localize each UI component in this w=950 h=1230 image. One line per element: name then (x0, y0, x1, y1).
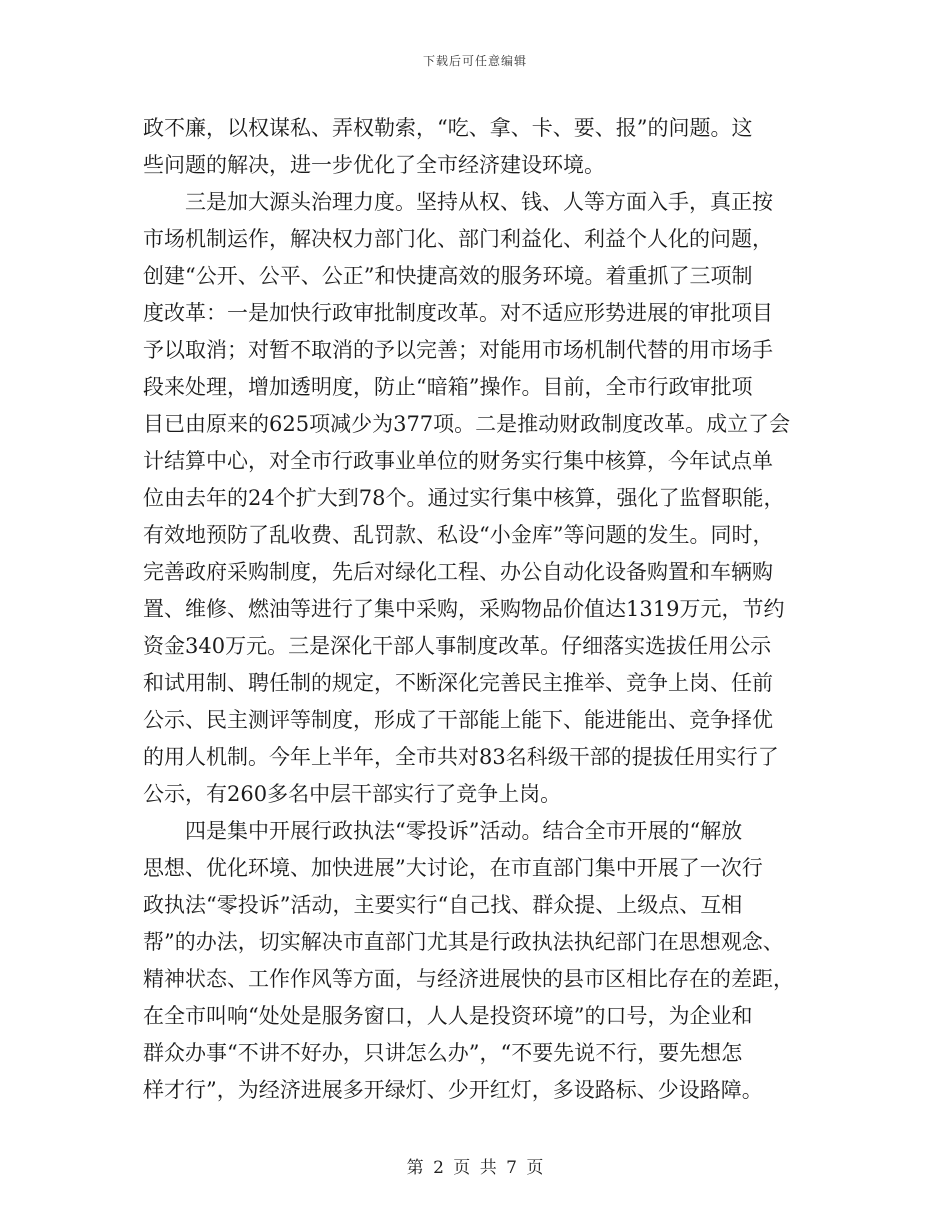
text-line: 的用人机制。今年上半年，全市共对83名科级干部的提拔任用实行了 (143, 745, 779, 769)
text-line: 和试用制、聘任制的规定，不断深化完善民主推举、竞争上岗、任前 (143, 671, 773, 695)
text-line: 置、维修、燃油等进行了集中采购，采购物品价值达1319万元，节约 (143, 597, 785, 621)
text-line: 公示、民主测评等制度，形成了干部能上能下、能进能出、竞争择优 (143, 708, 773, 732)
page-number-footer: 第 2 页 共 7 页 (406, 1158, 544, 1178)
text-line: 位由去年的24个扩大到78个。通过实行集中核算，强化了监督职能， (143, 486, 785, 510)
text-line: 帮”的办法，切实解决市直部门尤其是行政执法执纪部门在思想观念、 (143, 930, 784, 954)
text-line: 政不廉，以权谋私、弄权勒索，“吃、拿、卡、要、报”的问题。这 (143, 116, 753, 140)
text-line: 段来处理，增加透明度，防止“暗箱”操作。目前，全市行政审批项 (143, 375, 753, 399)
text-line: 度改革：一是加快行政审批制度改革。对不适应形势进展的审批项目 (143, 301, 773, 325)
text-line: 市场机制运作，解决权力部门化、部门利益化、利益个人化的问题， (143, 227, 773, 251)
text-line: 精神状态、工作作风等方面，与经济进展快的县市区相比存在的差距， (143, 967, 794, 991)
text-line: 在全市叫响“处处是服务窗口，人人是投资环境”的口号，为企业和 (143, 1004, 753, 1028)
body-text (143, 110, 808, 1109)
text-line: 创建“公开、公平、公正”和快捷高效的服务环境。着重抓了三项制 (143, 264, 753, 288)
text-line: 予以取消；对暂不取消的予以完善；对能用市场机制代替的用市场手 (143, 338, 773, 362)
text-line: 些问题的解决，进一步优化了全市经济建设环境。 (143, 153, 605, 177)
text-line: 四是集中开展行政执法“零投诉”活动。结合全市开展的“解放 (143, 819, 743, 843)
text-line: 计结算中心，对全市行政事业单位的财务实行集中核算，今年试点单 (143, 449, 773, 473)
text-line: 三是加大源头治理力度。坚持从权、钱、人等方面入手，真正按 (143, 190, 773, 214)
text-line: 公示，有260多名中层干部实行了竞争上岗。 (143, 782, 562, 806)
header-note: 下载后可任意编辑 (422, 54, 527, 68)
text-line: 样才行”，为经济进展多开绿灯、少开红灯，多设路标、少设路障。 (143, 1078, 763, 1102)
text-line: 群众办事“不讲不好办，只讲怎么办”，“不要先说不行，要先想怎 (143, 1041, 743, 1065)
text-line: 完善政府采购制度，先后对绿化工程、办公自动化设备购置和车辆购 (143, 560, 773, 584)
text-line: 资金340万元。三是深化干部人事制度改革。仔细落实选拔任用公示 (143, 634, 772, 658)
text-line: 目已由原来的625项减少为377项。二是推动财政制度改革。成立了会 (143, 412, 791, 436)
text-line: 思想、优化环境、加快进展”大讨论，在市直部门集中开展了一次行 (143, 856, 763, 880)
text-line: 政执法“零投诉”活动，主要实行“自己找、群众提、上级点、互相 (143, 893, 743, 917)
text-line: 有效地预防了乱收费、乱罚款、私设“小金库”等问题的发生。同时， (143, 523, 774, 547)
